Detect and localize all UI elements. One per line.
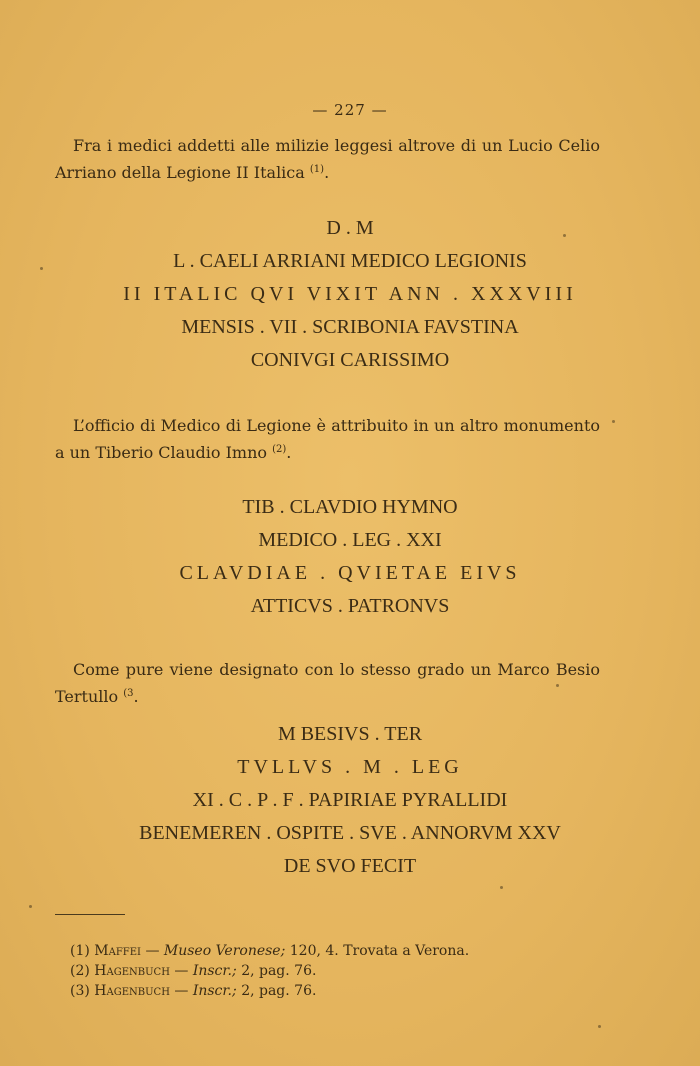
inscription-1-line-1: D . M (326, 217, 374, 239)
footnote-2-author: Hagenbuch (94, 963, 170, 979)
paper-speck (612, 420, 615, 423)
footnote-ref-2: (2) (272, 444, 287, 455)
footnote-3-rest: 2, pag. 76. (241, 983, 317, 999)
footnote-3-number: (3) (70, 983, 90, 999)
inscription-3-line-5: DE SVO FECIT (283, 855, 417, 877)
inscription-1-line-5: CONIVGI CARISSIMO (250, 349, 450, 371)
inscription-3 (0, 718, 700, 883)
paper-speck (29, 905, 32, 908)
inscription-2-line-4: ATTICVS . PATRONVS (250, 595, 450, 617)
footnote-1-dash: — (145, 943, 160, 959)
inscription-3-line-2: TVLLVS . M . LEG (237, 756, 463, 778)
paper-speck (500, 886, 503, 889)
footnote-3-dash: — (174, 983, 189, 999)
paper-speck (40, 267, 43, 270)
inscription-1-line-2: L . CAELI ARRIANI MEDICO LEGIONIS (173, 250, 527, 272)
inscription-1-line-4: MENSIS . VII . SCRIBONIA FAVSTINA (181, 316, 519, 338)
inscription-2-line-2: MEDICO . LEG . XXI (258, 529, 442, 551)
inscription-2 (0, 491, 700, 623)
footnote-3 (70, 981, 630, 1001)
paragraph-3-end: . (133, 687, 139, 706)
footnote-2-work: Inscr.; (192, 963, 237, 979)
footnote-ref-3: (3 (123, 688, 134, 699)
footnote-2 (70, 961, 630, 981)
paragraph-1-text: Fra i medici addetti alle milizie leggesi altrove di un Lucio Celio Arriano della Legione II Italica (55, 136, 600, 182)
footnote-divider (55, 914, 125, 915)
footnote-1-author: Maffei (94, 943, 141, 959)
paragraph-1-end: . (324, 163, 330, 182)
paragraph-2 (55, 414, 600, 465)
footnote-3-work: Inscr.; (192, 983, 237, 999)
inscription-3-line-1: M BESIVS . TER (277, 723, 423, 745)
footnote-1-work: Museo Veronese; (163, 943, 286, 959)
footnote-ref-1: (1) (309, 164, 325, 175)
footnote-2-number: (2) (70, 963, 90, 979)
inscription-1 (0, 212, 700, 377)
footnote-2-rest: 2, pag. 76. (241, 963, 317, 979)
footnote-3-author: Hagenbuch (94, 983, 170, 999)
inscription-3-line-3: XI . C . P . F . PAPIRIAE PYRALLIDI (192, 789, 508, 811)
footnote-1-number: (1) (70, 943, 90, 959)
inscription-3-line-4: BENEMEREN . OSPITE . SVE . ANNORVM XXV (139, 822, 561, 844)
page-number: — 227 — (312, 101, 388, 119)
paragraph-2-text: L’officio di Medico di Legione è attribuito in un altro monumento a un Tiberio Claudio Imno (55, 416, 600, 462)
paper-speck (556, 684, 559, 687)
paper-speck (598, 1025, 601, 1028)
inscription-2-line-3: CLAVDIAE . QVIETAE EIVS (179, 562, 521, 584)
footnote-2-dash: — (174, 963, 189, 979)
paper-speck (563, 234, 566, 237)
inscription-2-line-1: TIB . CLAVDIO HYMNO (242, 496, 458, 518)
paragraph-3-text: Come pure viene designato con lo stesso grado un Marco Besio Tertullo (55, 660, 600, 706)
paragraph-1 (55, 134, 600, 185)
footnote-1 (70, 941, 630, 961)
footnotes (70, 941, 630, 1001)
paragraph-3 (55, 658, 600, 709)
paragraph-2-end: . (286, 443, 292, 462)
footnote-1-rest: 120, 4. Trovata a Verona. (289, 943, 470, 959)
inscription-1-line-3: II ITALIC QVI VIXIT ANN . XXXVIII (123, 283, 577, 305)
